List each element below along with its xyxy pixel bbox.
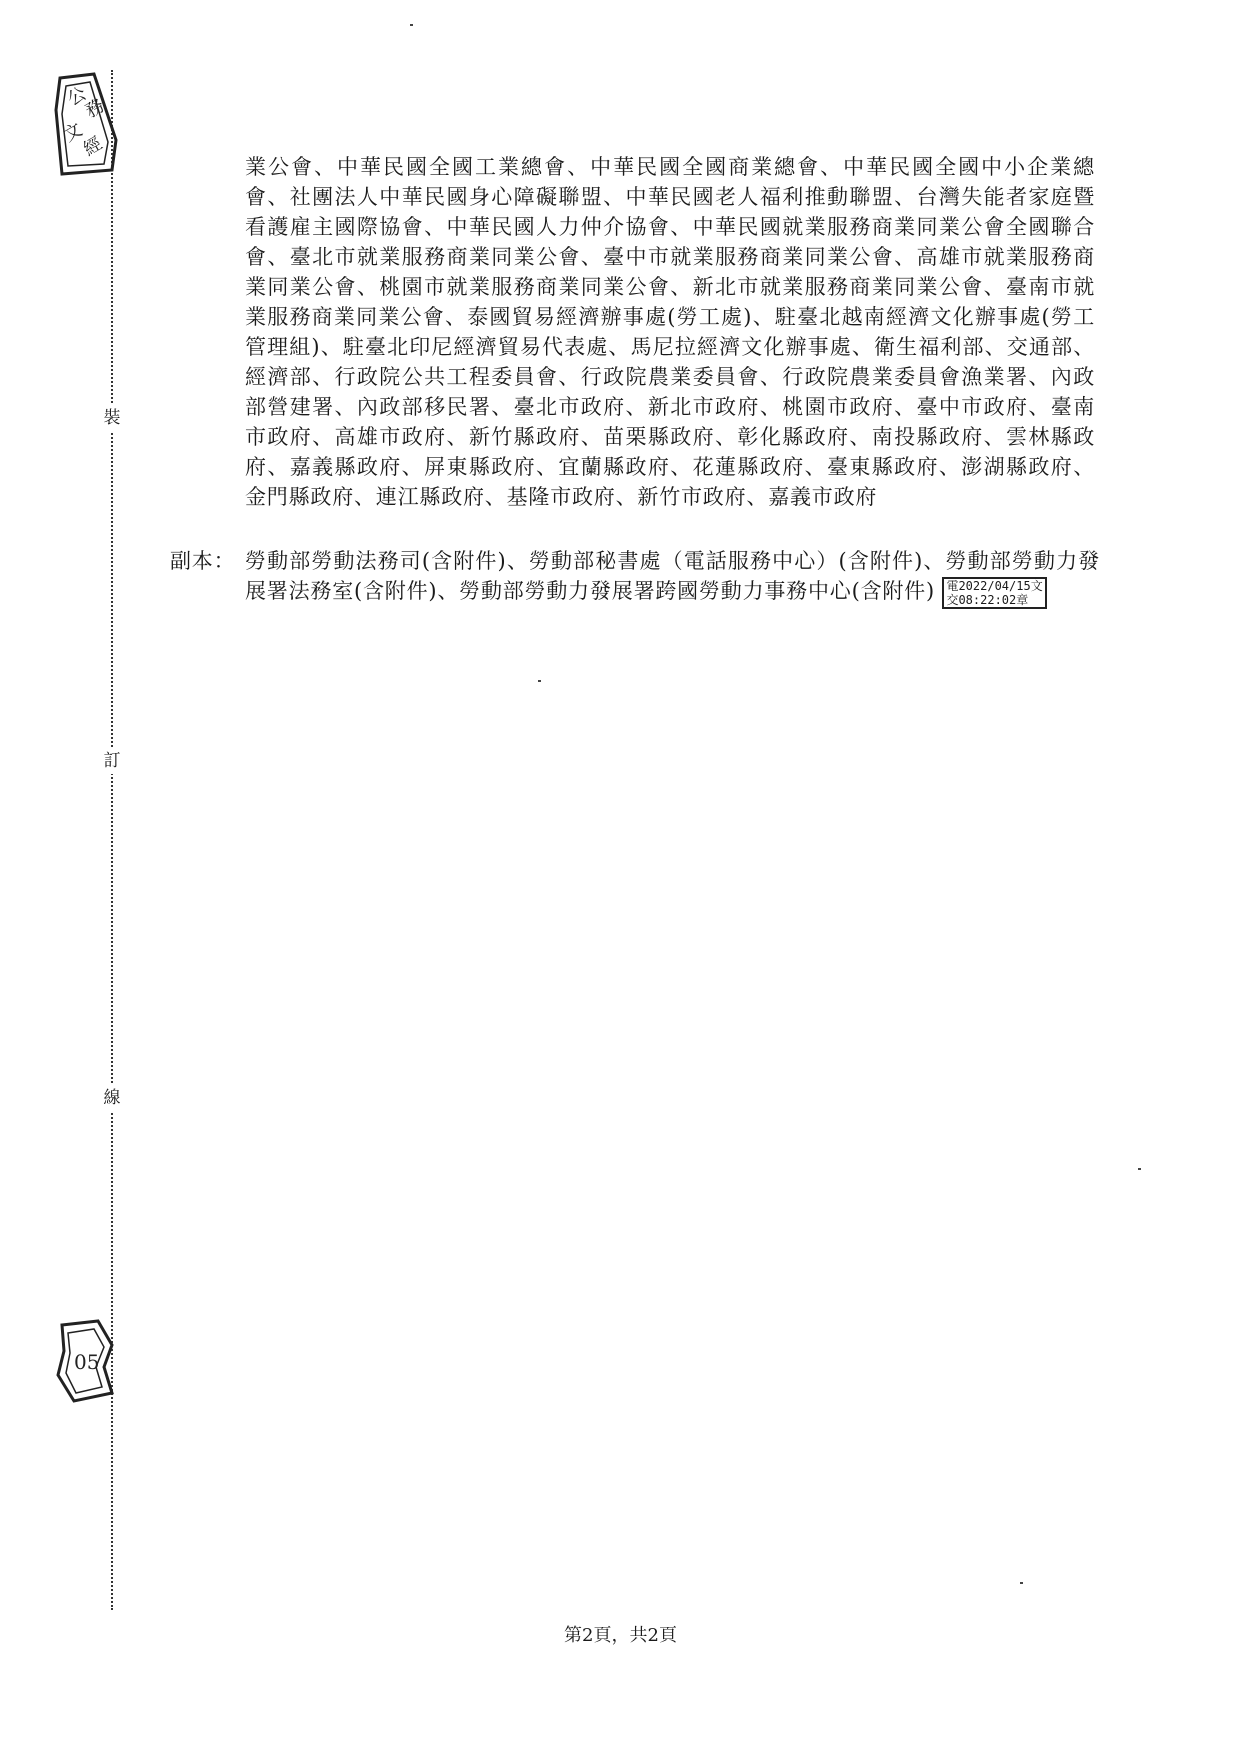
copy-recipients-text: 勞動部勞動法務司(含附件)、勞動部秘書處（電話服務中心）(含附件)、勞動部勞動力發展署法務室(含附件)、勞動部勞動力發展署跨國勞動力事務中心(含附件)	[245, 549, 1100, 603]
scan-speck	[1020, 1582, 1023, 1584]
copy-recipients	[245, 546, 1100, 609]
page-number: 第2頁，共2頁	[564, 1625, 677, 1646]
binding-label-ding: 訂	[99, 748, 125, 774]
recipient-list-continued: 業公會、中華民國全國工業總會、中華民國全國商業總會、中華民國全國中小企業總會、社團法人中華民國身心障礙聯盟、中華民國老人福利推動聯盟、台灣失能者家庭暨看護雇主國際協會、中華民國人力仲介協會、中華民國就業服務商業同業公會全國聯合會、臺北市就業服務商業同業公會、臺中市就業服務商業同業公會、高雄市就業服務商業同業公會、桃園市就業服務商業同業公會、新北市就業服務商業同業公會、臺南市就業服務商業同業公會、泰國貿易經濟辦事處(勞工處)、駐臺北越南經濟文化辦事處(勞工管理組)、駐臺北印尼經濟貿易代表處、馬尼拉經濟文化辦事處、衛生福利部、交通部、經濟部、行政院公共工程委員會、行政院農業委員會、行政院農業委員會漁業署、內政部營建署、內政部移民署、臺北市政府、新北市政府、桃園市政府、臺中市政府、臺南市政府、高雄市政府、新竹縣政府、苗栗縣政府、彰化縣政府、南投縣政府、雲林縣政府、嘉義縣政府、屏東縣政府、宜蘭縣政府、花蓮縣政府、臺東縣政府、澎湖縣政府、金門縣政府、連江縣政府、基隆市政府、新竹市政府、嘉義市政府	[245, 155, 1095, 509]
seal-line-1: 電2022/04/15文	[946, 578, 1043, 593]
svg-text:文: 文	[60, 119, 87, 147]
copy-label: 副本：	[170, 549, 236, 573]
seal-line-2: 交08:22:02章	[946, 592, 1029, 607]
binding-label-xian: 線	[99, 1085, 125, 1111]
svg-text:公: 公	[64, 83, 91, 111]
svg-text:務: 務	[82, 95, 109, 123]
office-stamp-bottom	[54, 1315, 116, 1405]
svg-text:經: 經	[80, 133, 107, 161]
scan-speck	[1138, 1168, 1141, 1170]
electronic-exchange-seal	[942, 577, 1046, 609]
scan-speck	[538, 680, 541, 682]
svg-text:05: 05	[74, 1350, 100, 1374]
office-stamp-top	[54, 70, 118, 180]
copy-recipients-block	[170, 546, 1100, 609]
scan-speck	[410, 24, 413, 26]
binding-label-zhuang: 裝	[99, 405, 125, 431]
